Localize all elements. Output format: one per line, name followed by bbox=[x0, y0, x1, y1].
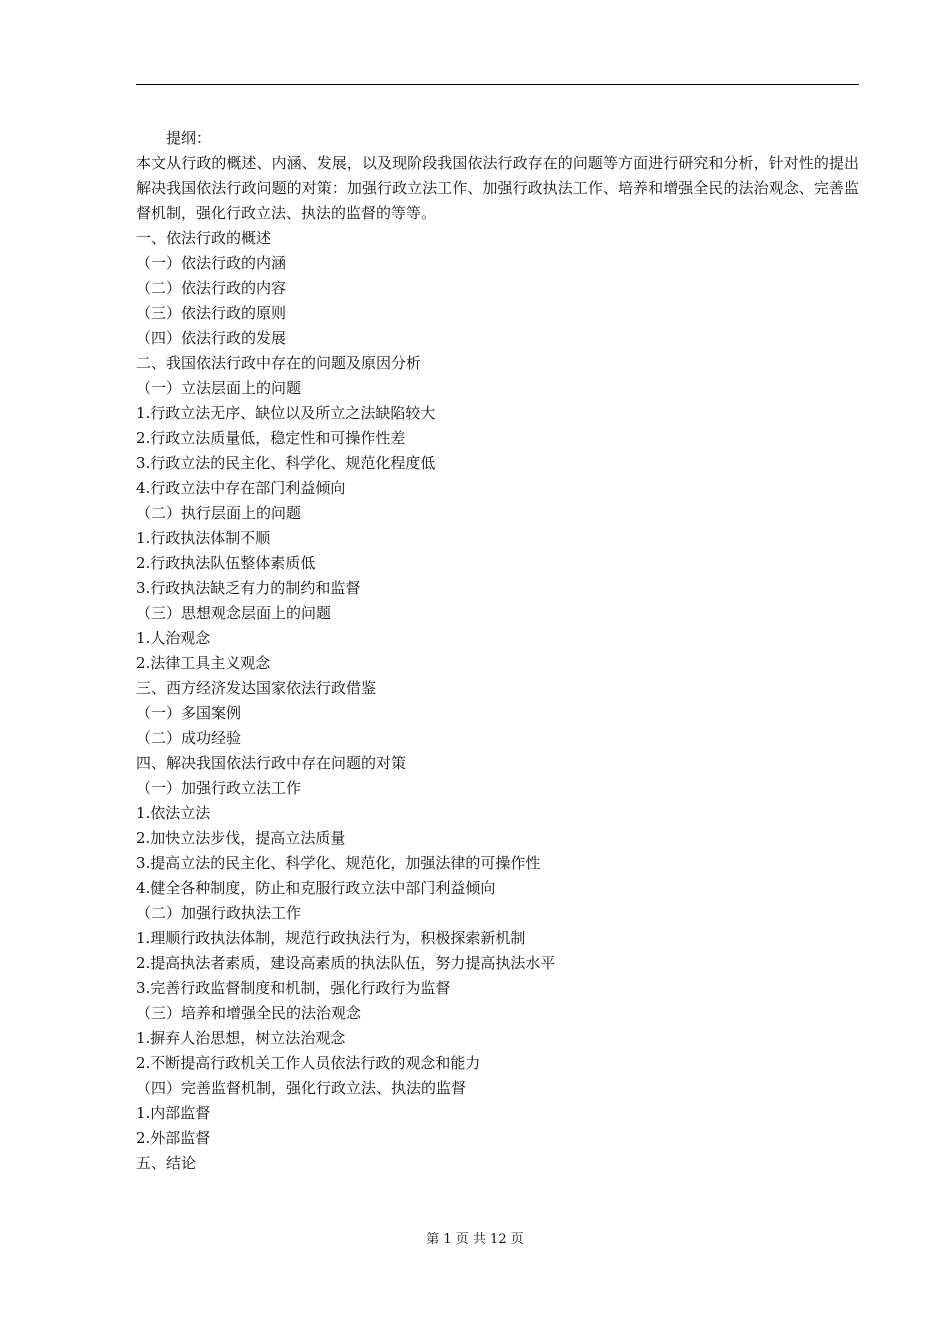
outline-item: （三）培养和增强全民的法治观念 bbox=[136, 1004, 362, 1022]
outline-item: 二、我国依法行政中存在的问题及原因分析 bbox=[136, 354, 422, 372]
header-rule bbox=[136, 84, 859, 85]
outline-item: 1.行政执法体制不顺 bbox=[136, 529, 271, 547]
outline-item: 3.行政立法的民主化、科学化、规范化程度低 bbox=[136, 454, 436, 472]
outline-item: 四、解决我国依法行政中存在问题的对策 bbox=[136, 754, 407, 772]
outline-list bbox=[136, 226, 859, 1176]
outline-item: （二）成功经验 bbox=[136, 729, 242, 747]
abstract-paragraph: 本文从行政的概述、内涵、发展，以及现阶段我国依法行政存在的问题等方面进行研究和分析，针对性的提出解决我国依法行政问题的对策：加强行政立法工作、加强行政执法工作、培养和增强全民的法治观念、完善监督机制，强化行政立法、执法的监督的等等。 bbox=[136, 154, 859, 222]
outline-item: （二）依法行政的内容 bbox=[136, 279, 287, 297]
outline-item: 1.行政立法无序、缺位以及所立之法缺陷较大 bbox=[136, 404, 436, 422]
outline-item: 三、西方经济发达国家依法行政借鉴 bbox=[136, 679, 377, 697]
outline-item: 1.摒弃人治思想，树立法治观念 bbox=[136, 1029, 346, 1047]
outline-item: （一）多国案例 bbox=[136, 704, 242, 722]
outline-label: 提纲： bbox=[166, 129, 212, 147]
outline-item: 2.外部监督 bbox=[136, 1129, 211, 1147]
outline-item: 4.行政立法中存在部门利益倾向 bbox=[136, 479, 346, 497]
outline-item: （一）依法行政的内涵 bbox=[136, 254, 287, 272]
outline-item: 2.行政立法质量低，稳定性和可操作性差 bbox=[136, 429, 406, 447]
outline-item: 1.内部监督 bbox=[136, 1104, 211, 1122]
outline-item: 4.健全各种制度，防止和克服行政立法中部门利益倾向 bbox=[136, 879, 496, 897]
outline-item: （四）依法行政的发展 bbox=[136, 329, 287, 347]
outline-item: （一）立法层面上的问题 bbox=[136, 379, 302, 397]
page-footer: 第 1 页 共 12 页 bbox=[426, 1232, 524, 1247]
outline-item: 1.理顺行政执法体制，规范行政执法行为，积极探索新机制 bbox=[136, 929, 526, 947]
outline-item: 2.加快立法步伐，提高立法质量 bbox=[136, 829, 346, 847]
outline-item: （三）思想观念层面上的问题 bbox=[136, 604, 332, 622]
outline-item: （二）执行层面上的问题 bbox=[136, 504, 302, 522]
outline-item: 1.人治观念 bbox=[136, 629, 211, 647]
outline-item: （一）加强行政立法工作 bbox=[136, 779, 302, 797]
outline-item: 2.法律工具主义观念 bbox=[136, 654, 271, 672]
outline-item: 2.提高执法者素质，建设高素质的执法队伍，努力提高执法水平 bbox=[136, 954, 556, 972]
outline-item: （三）依法行政的原则 bbox=[136, 304, 287, 322]
outline-item: 2.不断提高行政机关工作人员依法行政的观念和能力 bbox=[136, 1054, 481, 1072]
outline-item: （四）完善监督机制，强化行政立法、执法的监督 bbox=[136, 1079, 467, 1097]
outline-item: 五、结论 bbox=[136, 1154, 197, 1172]
outline-item: 3.提高立法的民主化、科学化、规范化，加强法律的可操作性 bbox=[136, 854, 541, 872]
outline-item: 一、依法行政的概述 bbox=[136, 229, 272, 247]
outline-item: 2.行政执法队伍整体素质低 bbox=[136, 554, 316, 572]
outline-item: 1.依法立法 bbox=[136, 804, 211, 822]
document-body bbox=[136, 126, 859, 1176]
outline-item: 3.完善行政监督制度和机制，强化行政行为监督 bbox=[136, 979, 451, 997]
outline-item: （二）加强行政执法工作 bbox=[136, 904, 302, 922]
outline-item: 3.行政执法缺乏有力的制约和监督 bbox=[136, 579, 361, 597]
